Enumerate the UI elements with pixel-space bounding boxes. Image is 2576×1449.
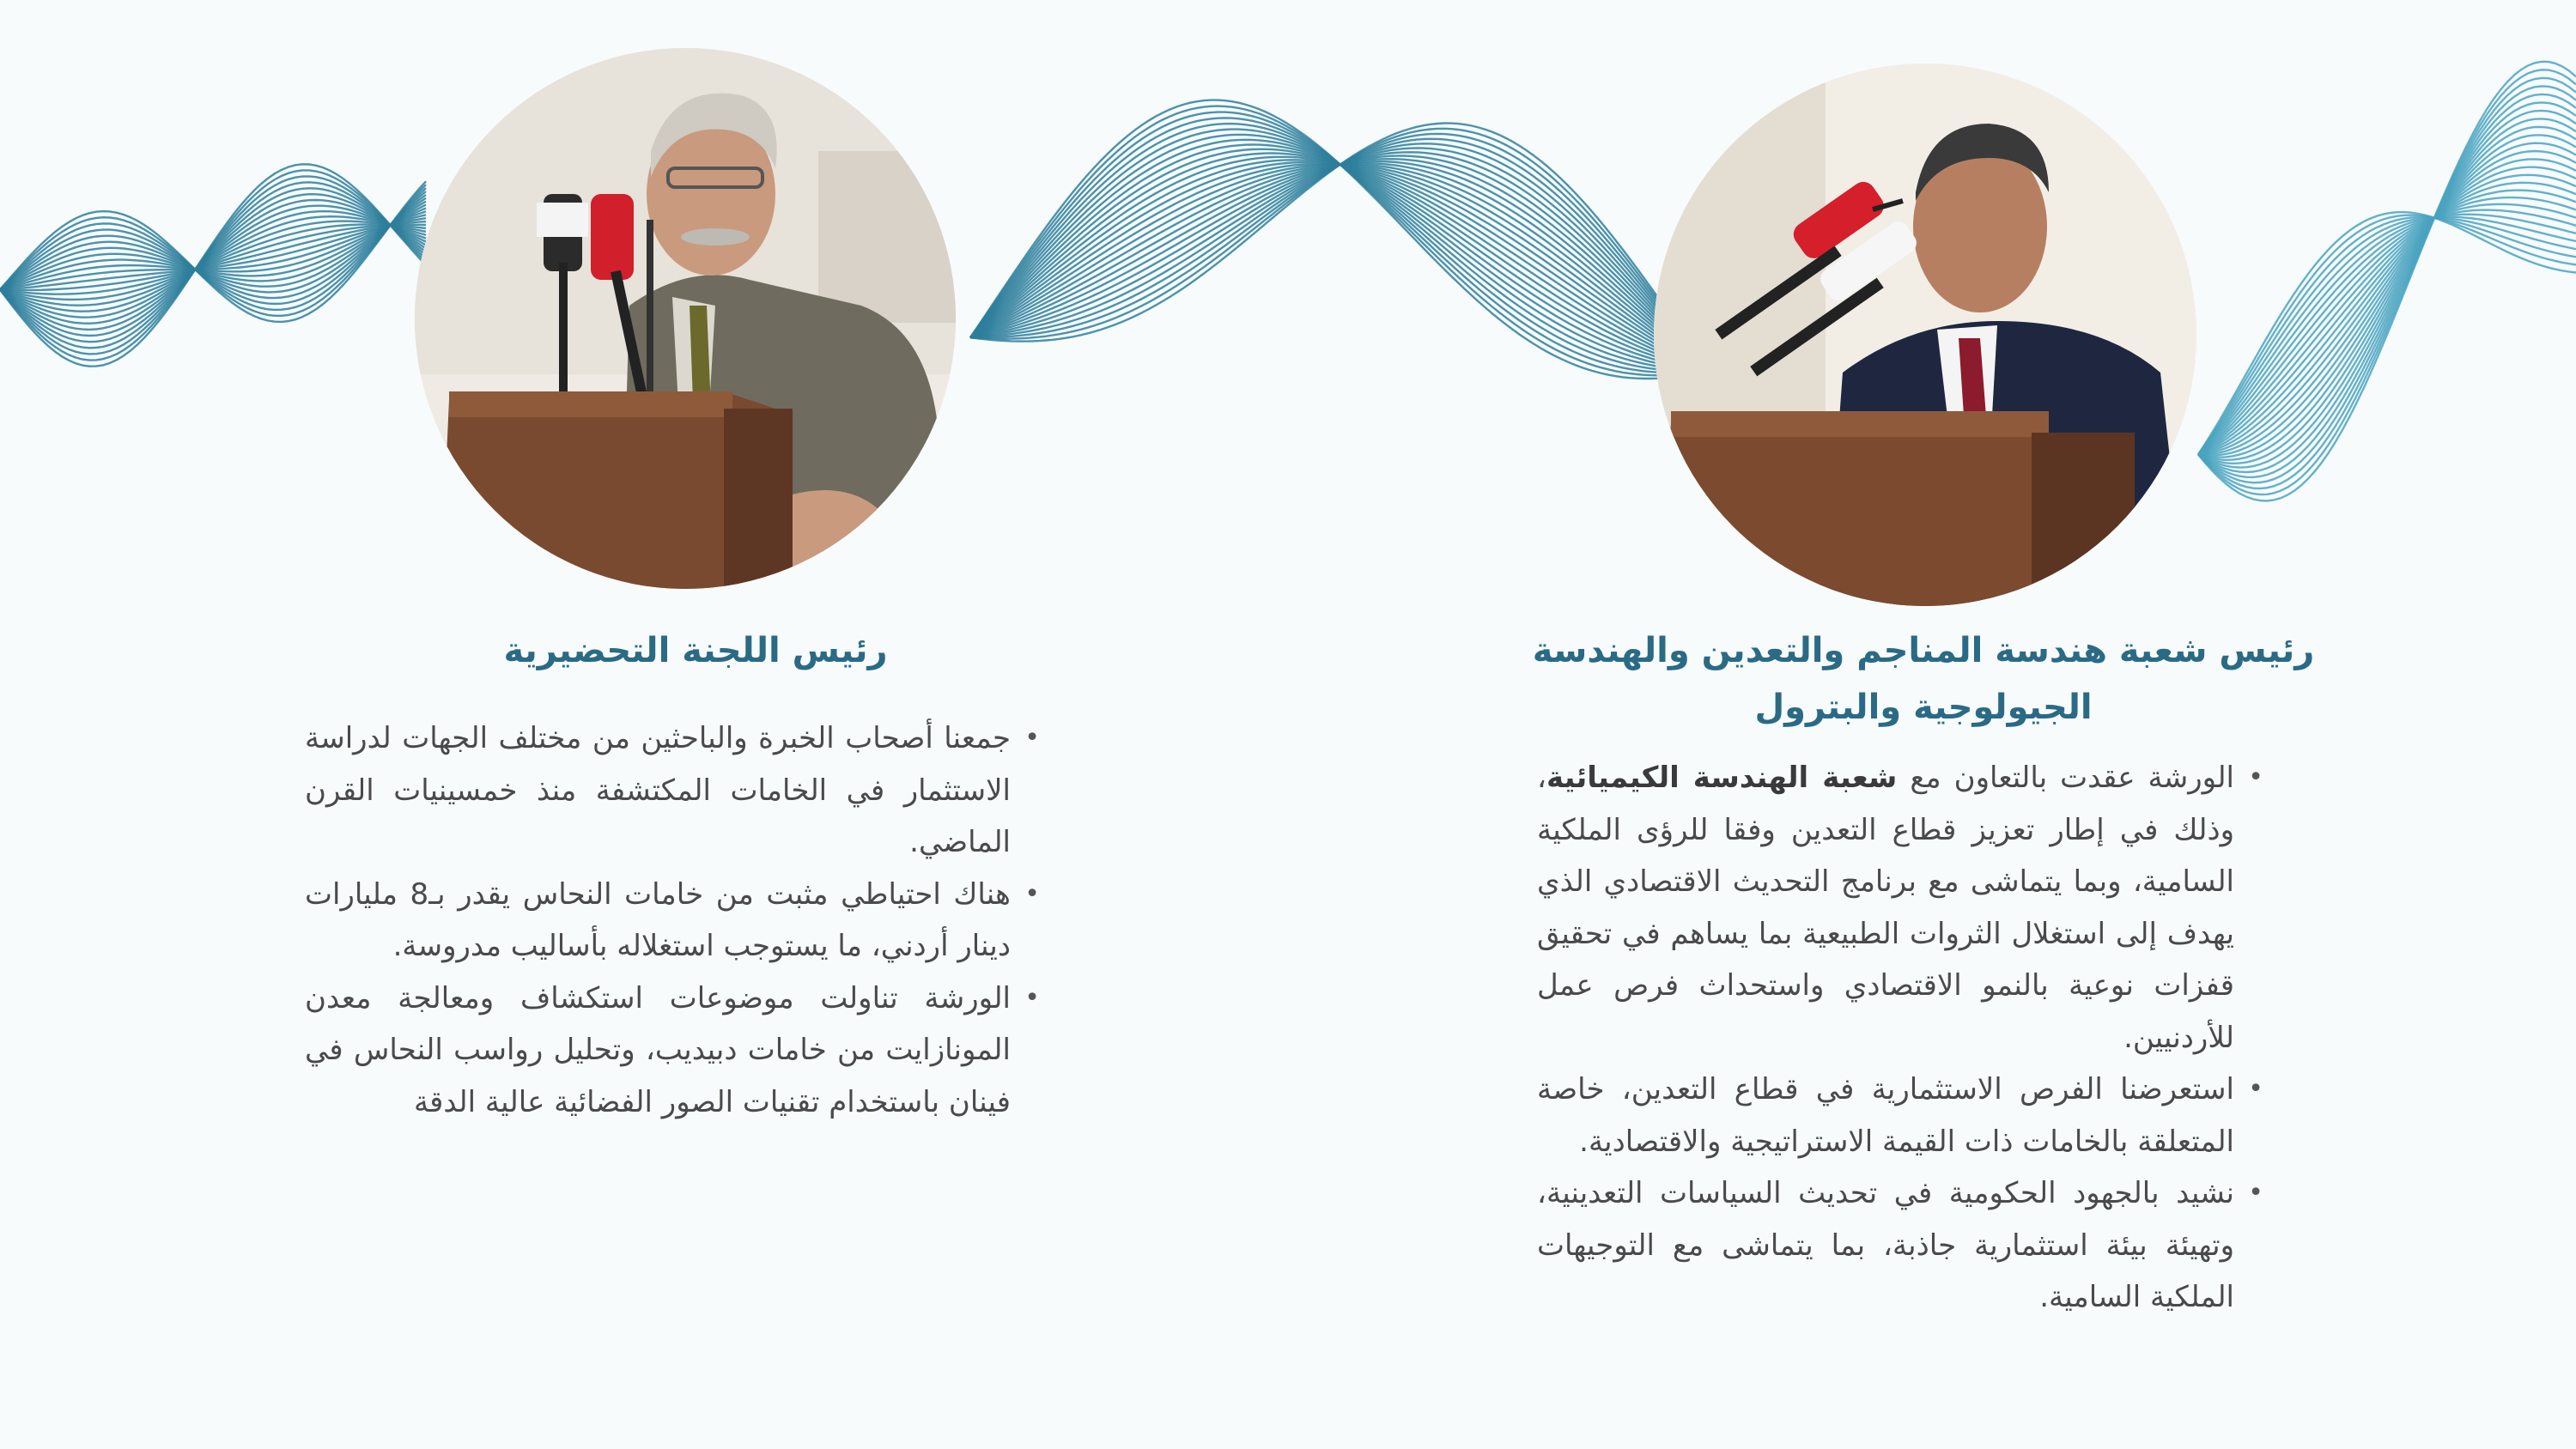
speaker-at-podium-illustration (1654, 64, 2196, 606)
list-item (305, 712, 1043, 869)
bullet-icon: • (1024, 723, 1040, 753)
highlighted-text: شعبة الهندسة الكيميائية (1546, 761, 1898, 795)
list-item (1537, 1064, 2267, 1167)
list-item (1537, 752, 2267, 1064)
bullet-icon: • (2248, 1074, 2263, 1104)
bullet-text-start: الورشة عقدت بالتعاون مع (1897, 761, 2234, 795)
speaker-photo-right (1654, 64, 2196, 606)
right-bullet-list (1537, 752, 2267, 1324)
bullet-text-end: ، وذلك في إطار تعزيز قطاع التعدين وفقا للرؤى الملكية السامية، وبما يتماشى مع برنامج التحديث الاقتصادي الذي يهدف إلى استغلال الثروات الطبيعية بما يساهم في تحقيق قفزات نوعية بالنمو الاقتصادي واستحداث فرص عمل للأردنيين. (1537, 761, 2234, 1055)
list-item (305, 973, 1043, 1129)
bullet-icon: • (1024, 878, 1040, 909)
left-bullet-list (305, 712, 1043, 1128)
left-speaker-title: رئيس اللجنة التحضيرية (503, 631, 888, 670)
bullet-icon: • (1024, 982, 1040, 1013)
bullet-text: الورشة تناولت موضوعات استكشاف ومعالجة معدن المونازايت من خامات دبيديب، وتحليل رواسب النحاس في فينان باستخدام تقنيات الصور الفضائية عالية الدقة (305, 980, 1011, 1119)
right-speaker-title: رئيس شعبة هندسة المناجم والتعدين والهندسة الجيولوجية والبترول (1532, 631, 2315, 727)
speaker-at-podium-illustration (415, 48, 956, 589)
bullet-text: جمعنا أصحاب الخبرة والباحثين من مختلف الجهات لدراسة الاستثمار في الخامات المكتشفة منذ خمسينيات القرن الماضي. (305, 721, 1011, 859)
bullet-text: استعرضنا الفرص الاستثمارية في قطاع التعدين، خاصة المتعلقة بالخامات ذات القيمة الاستراتيجية والاقتصادية. (1537, 1072, 2234, 1159)
bullet-icon: • (2248, 762, 2263, 792)
bullet-text: نشيد بالجهود الحكومية في تحديث السياسات التعدينية، وتهيئة بيئة استثمارية جاذبة، بما يتماشى مع التوجيهات الملكية السامية. (1537, 1176, 2234, 1314)
bullet-text: هناك احتياطي مثبت من خامات النحاس يقدر بـ8 مليارات دينار أردني، ما يستوجب استغلاله بأساليب مدروسة. (305, 876, 1011, 963)
speaker-photo-left (415, 48, 956, 589)
list-item (1537, 1167, 2267, 1324)
list-item (305, 869, 1043, 973)
bullet-icon: • (2248, 1178, 2263, 1208)
